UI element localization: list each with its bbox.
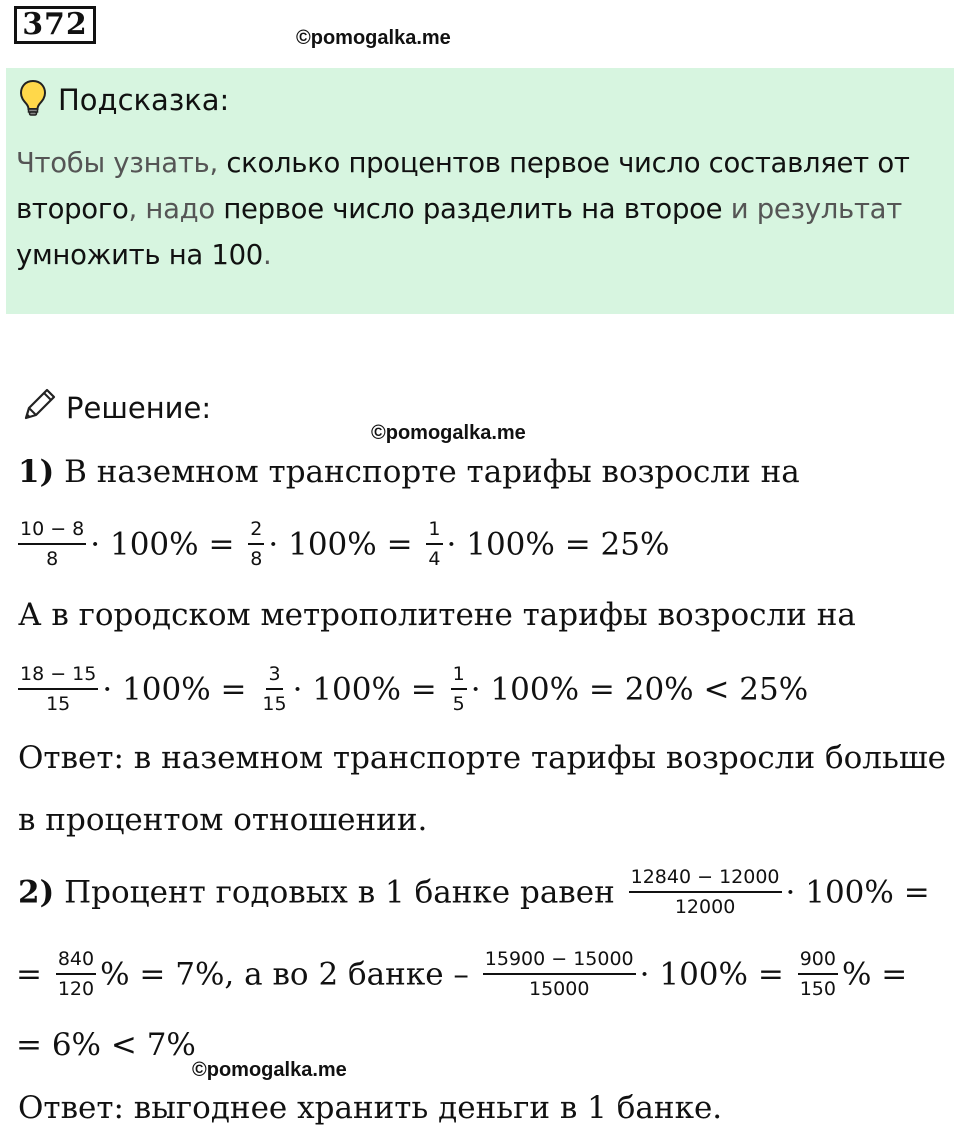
solution-title: Решение: (66, 391, 212, 425)
fraction: $\frac{1}{5}$ (452, 663, 465, 715)
text: = (16, 956, 42, 993)
pencil-icon (18, 386, 58, 430)
solution-line-4 (14, 665, 808, 717)
text: · 100% = 25% (446, 526, 670, 563)
watermark: ©pomogalka.me (296, 27, 451, 49)
text: · 100% = 20% < 25% (470, 671, 809, 708)
solution-header (18, 386, 211, 430)
hint-part: . (263, 239, 272, 271)
hint-part: Чтобы узнать, (16, 147, 227, 179)
hint-part: , надо (128, 193, 224, 225)
watermark: ©pomogalka.me (371, 422, 526, 444)
fraction: $\frac{12840 - 12000}{12000}$ (630, 866, 780, 918)
fraction: $\frac{18 - 15}{15}$ (20, 663, 97, 715)
step-number: 1) (18, 454, 55, 490)
hint-bold: первое число разделить на второе (223, 193, 723, 225)
lightbulb-icon (18, 79, 48, 121)
fraction: $\frac{3}{15}$ (262, 663, 287, 715)
text: · 100% = (639, 956, 784, 993)
fraction: $\frac{10 - 8}{8}$ (20, 518, 85, 570)
text: Процент годовых в 1 банке равен (54, 874, 615, 911)
hint-bold: умножить на 100 (16, 239, 264, 271)
fraction: $\frac{15900 - 15000}{15000}$ (484, 948, 634, 1000)
text: В наземном транспорте тарифы возросли на (54, 454, 800, 490)
solution-line-8 (16, 950, 907, 1002)
hint-title: Подсказка: (58, 83, 230, 117)
text: % = 7%, а во 2 банке – (100, 956, 469, 993)
step-number: 2) (18, 874, 55, 911)
hint-bold: сколько процентов первое число составляет от второго (16, 147, 910, 225)
solution-line-1 (18, 452, 800, 492)
watermark: ©pomogalka.me (192, 1059, 347, 1081)
fraction: $\frac{840}{120}$ (57, 948, 95, 1000)
text: · 100% = (90, 526, 235, 563)
solution-line-2 (14, 520, 669, 572)
text: · 100% = (292, 671, 437, 708)
answer-2: Ответ: выгоднее хранить деньги в 1 банке. (18, 1090, 723, 1126)
fraction: $\frac{900}{150}$ (799, 948, 836, 1000)
fraction: $\frac{2}{8}$ (250, 518, 263, 570)
fraction: $\frac{1}{4}$ (428, 518, 441, 570)
solution-line-9: = 6% < 7% (16, 1027, 196, 1063)
hint-text (16, 140, 951, 278)
text: · 100% = (102, 671, 247, 708)
solution-line-7 (18, 868, 930, 920)
text: · 100% = (268, 526, 413, 563)
hint-part: и результат (722, 193, 902, 225)
text: · 100% = (785, 874, 930, 911)
solution-line-3: А в городском метрополитене тарифы возросли на (18, 597, 856, 633)
answer-1-line-1: Ответ: в наземном транспорте тарифы возросли больше (18, 740, 947, 776)
task-number: 372 (14, 6, 96, 44)
hint-header (18, 80, 229, 120)
answer-1-line-2: в процентом отношении. (18, 802, 428, 838)
text: % = (841, 956, 908, 993)
